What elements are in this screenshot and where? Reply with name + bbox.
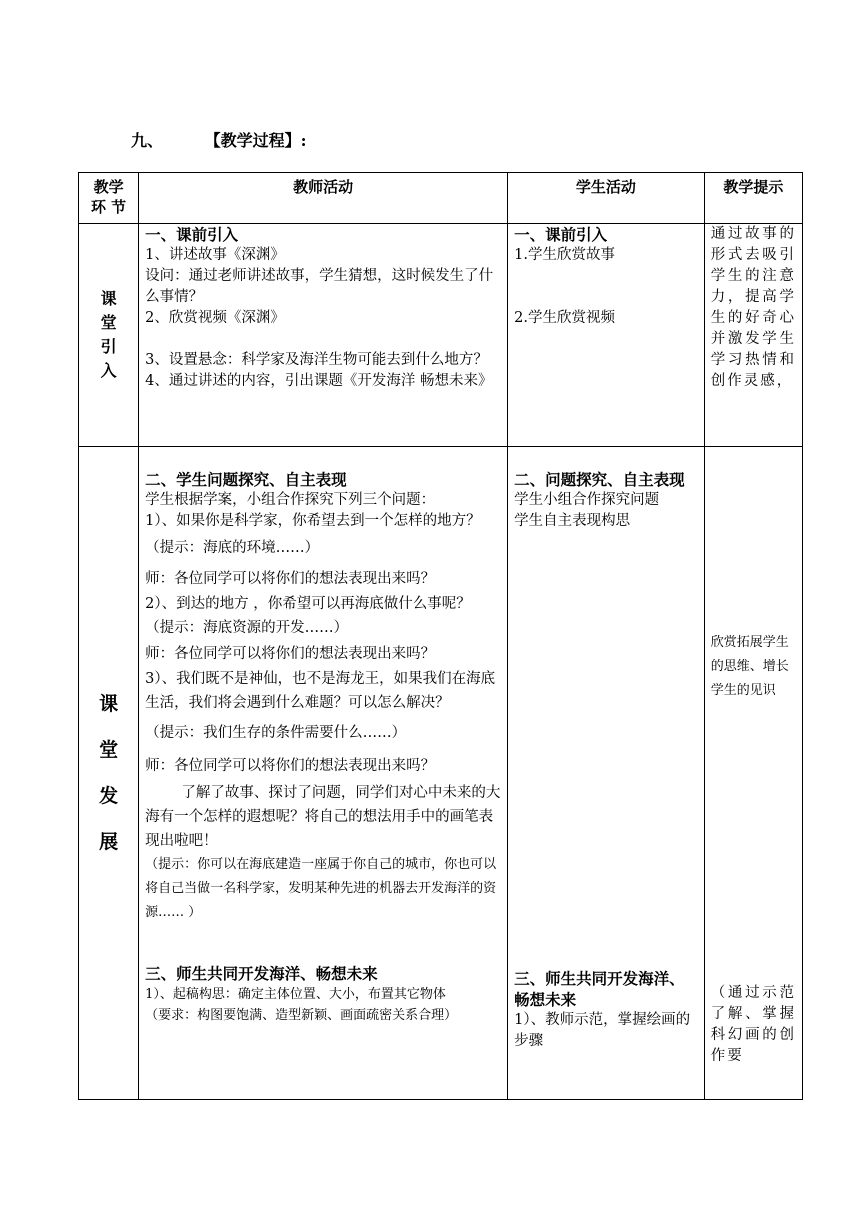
tip-text: 通过故事的形式去吸引学生的注意力，提高学生的好奇心并激发学生学习热情和创作灵感， (710, 226, 796, 389)
section-title: 【教学过程】: (204, 131, 307, 150)
tips-development (704, 447, 802, 1100)
stage-development: 课 堂 发 展 (79, 447, 139, 1100)
list-item: 1、讲述故事《深渊》 (145, 247, 285, 263)
header-tips: 教学提示 (704, 173, 802, 224)
spacer (145, 329, 501, 350)
table-row (79, 224, 803, 447)
list-item: 学生自主表现构思 (514, 513, 631, 529)
list-item: 学生根据学案，小组合作探究下列三个问题： (145, 492, 436, 508)
table-row (79, 447, 803, 1100)
student-activity-development (508, 447, 705, 1100)
list-item: 2）、到达的地方 ，你希望可以再海底做什么事呢？ (145, 596, 471, 612)
list-item: 师：各位同学可以将你们的想法表现出来吗？ (145, 571, 436, 587)
section-heading (131, 128, 307, 151)
list-item: 师：各位同学可以将你们的想法表现出来吗？ (145, 758, 436, 774)
list-item: 三、师生共同开发海洋、畅想未来 (145, 964, 378, 983)
list-item: 一、课前引入 (514, 225, 608, 244)
list-item: 学生小组合作探究问题 (514, 492, 660, 508)
list-item: 三、师生共同开发海洋、畅想未来 (514, 969, 685, 1009)
list-item: 1）、起稿构思：确定主体位置、大小，布置其它物体 (145, 987, 446, 1002)
teacher-activity-development (139, 447, 508, 1100)
tip-text: 欣赏拓展学生的思维、增长学生的见识 (710, 635, 789, 698)
list-item: （提示：你可以在海底建造一座属于你自己的城市，你也可以将自己当做一名科学家，发明某种先进的机器去开发海洋的资源…… ） (145, 857, 497, 920)
teacher-activity-intro (139, 224, 508, 447)
header-teacher: 教师活动 (139, 173, 508, 224)
spacer (711, 447, 796, 631)
student-activity-intro (508, 224, 705, 447)
list-item: （提示：我们生存的条件需要什么……） (145, 725, 407, 741)
spacer (711, 703, 796, 983)
list-item: 一、课前引入 (145, 225, 239, 244)
list-item: 1）、教师示范，掌握绘画的步骤 (514, 1012, 691, 1049)
list-item: 设问：通过老师讲述故事，学生猜想，这时候发生了什么事情？ (145, 268, 494, 305)
list-item: 1.学生欣赏故事 (514, 247, 616, 263)
list-item: 4、通过讲述的内容，引出课题《开发海洋 畅想未来》 (145, 373, 493, 389)
spacer (514, 266, 698, 308)
list-item: （提示：海底的环境……） (145, 540, 320, 556)
spacer (145, 925, 501, 963)
list-item: （提示：海底资源的开发……） (145, 620, 349, 636)
list-item: 2.学生欣赏视频 (514, 310, 616, 326)
spacer (514, 532, 698, 968)
list-item: 二、学生问题探究、自主表现 (145, 470, 347, 489)
teaching-process-table (78, 172, 803, 1100)
tips-intro (704, 224, 802, 447)
list-item: 二、问题探究、自主表现 (514, 470, 685, 489)
section-number: 九、 (131, 131, 164, 150)
list-item: 师：各位同学可以将你们的想法表现出来吗？ (145, 646, 436, 662)
list-item: 3、设置悬念：科学家及海洋生物可能去到什么地方？ (145, 352, 488, 368)
tip-text: （通过示范了解、掌握科幻画的创作要 (710, 985, 796, 1064)
list-item: 了解了故事、探讨了问题，同学们对心中未来的大海有一个怎样的遐想呢？将自己的想法用手中的画笔表现出啦吧！ (145, 785, 501, 849)
stage-intro: 课 堂 引 入 (79, 224, 139, 447)
list-item: 2、欣赏视频《深渊》 (145, 310, 285, 326)
header-stage: 教学 环 节 (79, 173, 139, 224)
list-item: （要求：构图要饱满、造型新颖、画面疏密关系合理） (145, 1008, 458, 1023)
table-header-row (79, 173, 803, 224)
spacer (145, 447, 501, 469)
spacer (514, 447, 698, 469)
header-student: 学生活动 (508, 173, 705, 224)
list-item: 1）、如果你是科学家，你希望去到一个怎样的地方？ (145, 513, 481, 529)
list-item: 3）、我们既不是神仙，也不是海龙王，如果我们在海底生活，我们将会遇到什么难题？可以怎么解决？ (145, 671, 496, 711)
